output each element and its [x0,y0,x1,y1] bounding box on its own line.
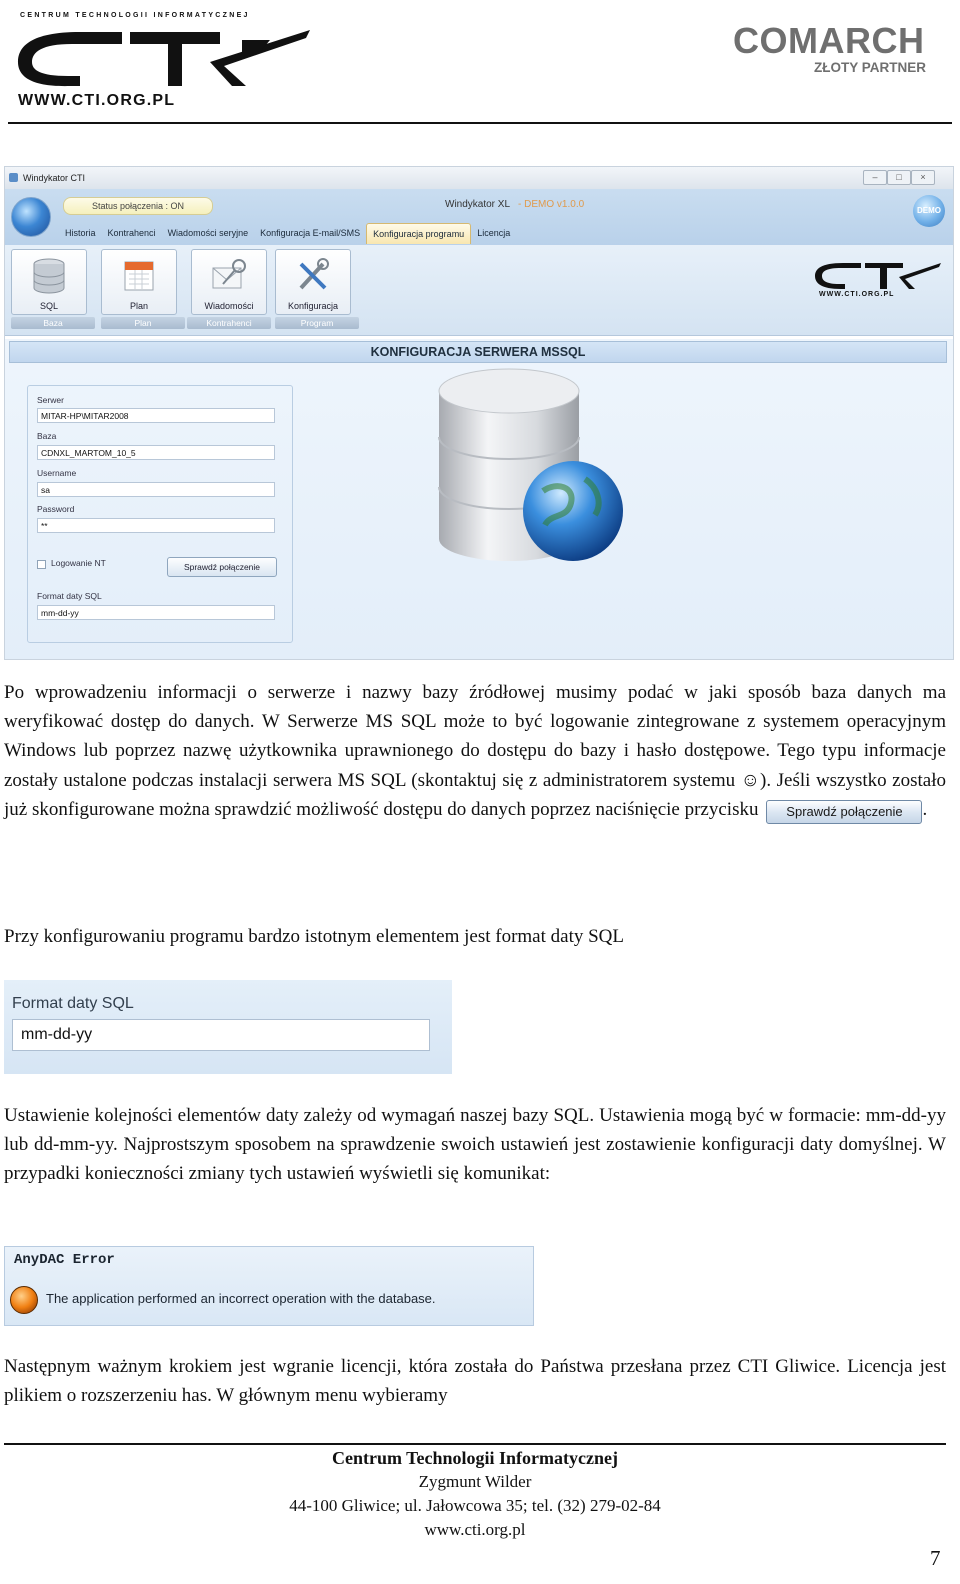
check-connection-button-image: Sprawdź połączenie [766,800,922,824]
tab-wiadomosci-seryjne[interactable]: Wiadomości seryjne [167,228,249,238]
check-connection-button[interactable]: Sprawdź połączenie [167,557,277,577]
cti-logo [10,22,310,92]
tab-konfiguracja-programu[interactable]: Konfiguracja programu [366,223,471,244]
envelope-key-icon [209,256,249,296]
tab-konfiguracja-email-sms[interactable]: Konfiguracja E-mail/SMS [260,228,361,238]
password-field[interactable]: ** [37,518,275,533]
demo-badge: DEMO [913,195,945,227]
footer-company: Centrum Technologii Informatycznej [332,1448,618,1468]
comarch-logo: COMARCH [733,20,925,61]
paragraph-authentication [4,678,946,824]
footer-divider [4,1443,946,1445]
plan-button[interactable] [101,249,177,315]
username-field[interactable]: sa [37,482,275,497]
ribbon-tabs [59,223,516,243]
app-icon [9,173,18,182]
error-title: AnyDAC Error [14,1252,115,1268]
paragraph-date-format: Przy konfigurowaniu programu bardzo istotnym elementem jest format daty SQL [4,926,624,947]
page-number: 7 [930,1546,941,1570]
date-format-panel-field: mm-dd-yy [12,1019,430,1051]
sql-button-label: SQL [39,301,58,311]
wiadomosci-button-label: Wiadomości [204,301,254,311]
database-label: Baza [37,431,57,441]
tab-historia[interactable]: Historia [65,228,96,238]
comarch-partner-caption: ZŁOTY PARTNER [814,60,927,75]
footer-website: www.cti.org.pl [424,1520,526,1539]
database-icon [29,256,69,296]
header-divider [8,122,952,124]
group-baza: Baza [11,317,95,329]
password-label: Password [37,504,75,514]
app-version: - DEMO v1.0.0 [518,199,585,210]
cti-logo-url: WWW.CTI.ORG.PL [18,92,176,109]
window-title: Windykator CTI [23,173,86,183]
app-title [445,199,584,210]
cti-app-logo-url: WWW.CTI.ORG.PL [819,291,895,298]
panel-title: KONFIGURACJA SERWERA MSSQL [9,341,947,363]
app-menu-orb-icon[interactable] [11,197,51,237]
date-format-label: Format daty SQL [37,591,102,601]
window-titlebar [5,167,953,190]
server-label: Serwer [37,395,64,405]
server-field[interactable]: MITAR-HP\MITAR2008 [37,408,275,423]
plan-button-label: Plan [129,301,148,311]
app-screenshot [4,166,954,660]
cti-app-logo [813,261,941,291]
error-icon [10,1286,38,1314]
group-program: Program [275,317,359,329]
group-kontrahenci: Kontrahenci [187,317,271,329]
tab-kontrahenci[interactable]: Kontrahenci [107,228,156,238]
wiadomosci-button[interactable] [191,249,267,315]
connection-status: Status połączenia : ON [63,197,213,215]
calendar-icon [119,256,159,296]
nt-login-checkbox[interactable] [37,560,46,569]
username-label: Username [37,468,77,478]
footer-address: 44-100 Gliwice; ul. Jałowcowa 35; tel. (32) 279-02-84 [289,1496,661,1515]
minimize-icon[interactable]: – [863,170,887,185]
konfiguracja-button-label: Konfiguracja [287,301,339,311]
error-message: The application performed an incorrect operation with the database. [46,1291,436,1306]
paragraph-date-order: Ustawienie kolejności elementów daty zależy od wymagań naszej bazy SQL. Ustawienia mogą być w formacie: mm-dd-yy lub dd-mm-yy. Najprostszym sposobem na sprawdzenie swoich ustawień jest zostawienie konfiguracji daty domyślnej. W przypadki konieczności zmiany tych ustawień wyświetli się komunikat: [4,1105,946,1185]
konfiguracja-button[interactable] [275,249,351,315]
date-format-panel-label: Format daty SQL [12,995,134,1012]
database-field[interactable]: CDNXL_MARTOM_10_5 [37,445,275,460]
tools-icon [293,256,333,296]
tab-licencja[interactable]: Licencja [477,228,511,238]
sql-button[interactable] [11,249,87,315]
date-format-field[interactable]: mm-dd-yy [37,605,275,620]
paragraph-license: Następnym ważnym krokiem jest wgranie licencji, która została do Państwa przesłana przez CTI Gliwice. Licencja jest plikiem o rozszerzeniu has. W głównym menu wybieramy [4,1356,946,1407]
database-globe-icon [425,363,645,583]
maximize-icon[interactable]: □ [887,170,911,185]
paragraph-authentication-end: . [922,798,928,820]
nt-login-label: Logowanie NT [51,558,106,568]
footer-person: Zygmunt Wilder [418,1472,532,1491]
group-plan: Plan [101,317,185,329]
cti-logo-caption: CENTRUM TECHNOLOGII INFORMATYCZNEJ [20,12,250,19]
paragraph-authentication-text: Po wprowadzeniu informacji o serwerze i nazwy bazy źródłowej musimy podać w jaki sposób baza danych ma weryfikować dostęp do danych. W Serwerze MS SQL może to być logowanie zintegrowane z systemem operacyjnym Windows lub poprzez nazwę użytkownika uprawnionego do dostępu do bazy i hasło dostępowe. Tego typu informacje zostały ustalone podczas instalacji serwera MS SQL (skontaktuj się z administratorem systemu ☺). Jeśli wszystko zostało już skonfigurowane można sprawdzić możliwość dostępu do danych poprzez naciśnięcie przycisku [4,682,946,820]
close-icon[interactable]: × [911,170,935,185]
app-name: Windykator XL [445,199,511,210]
